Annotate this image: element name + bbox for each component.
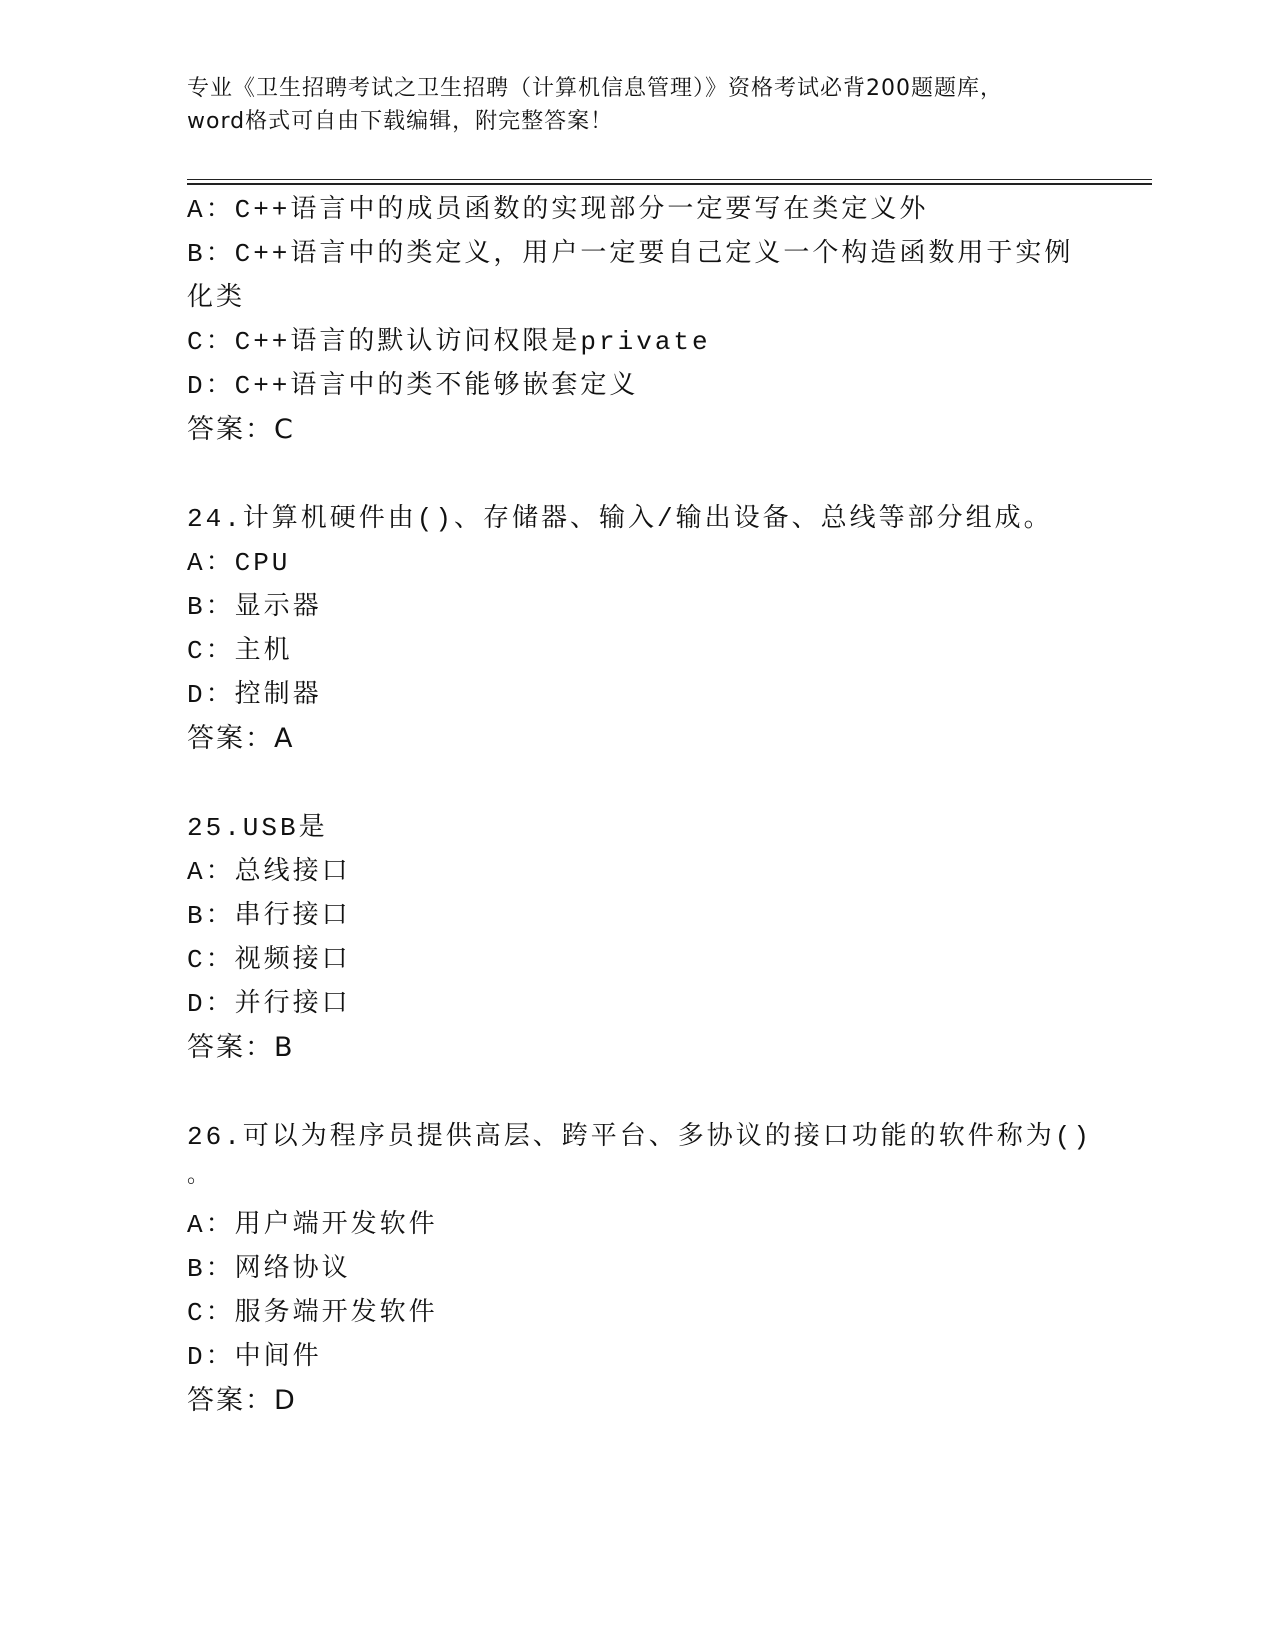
q25-question: 25.USB是 bbox=[187, 813, 328, 843]
header-title-line-2: word格式可自由下载编辑，附完整答案！ bbox=[187, 109, 614, 134]
q26-option-c: C：服务端开发软件 bbox=[187, 1298, 438, 1328]
q26-question-line-2: 。 bbox=[187, 1164, 213, 1189]
q26-option-b: B：网络协议 bbox=[187, 1254, 351, 1284]
q25-option-d: D：并行接口 bbox=[187, 989, 351, 1019]
q24-answer: 答案：A bbox=[187, 723, 295, 754]
q26-option-a: A：用户端开发软件 bbox=[187, 1210, 438, 1240]
header-divider-thick bbox=[187, 183, 1152, 185]
header-title-line-1: 专业《卫生招聘考试之卫生招聘（计算机信息管理）》资格考试必背200题题库， bbox=[187, 76, 1003, 101]
q24-question: 24.计算机硬件由()、存储器、输入/输出设备、总线等部分组成。 bbox=[187, 504, 1053, 534]
q25-option-c: C：视频接口 bbox=[187, 945, 351, 975]
header-divider-thin bbox=[187, 179, 1152, 180]
document-header bbox=[187, 72, 1087, 138]
q23-answer: 答案：C bbox=[187, 414, 295, 445]
q26-answer: 答案：D bbox=[187, 1385, 297, 1416]
q24-option-c: C：主机 bbox=[187, 636, 293, 666]
q23-option-b-line-2: 化类 bbox=[187, 283, 246, 313]
q24-option-d: D：控制器 bbox=[187, 680, 322, 710]
q23-option-a: A：C++语言中的成员函数的实现部分一定要写在类定义外 bbox=[187, 195, 929, 225]
q25-option-b: B：串行接口 bbox=[187, 901, 351, 931]
q25-option-a: A：总线接口 bbox=[187, 857, 351, 887]
q24-option-b: B：显示器 bbox=[187, 592, 322, 622]
q26-option-d: D：中间件 bbox=[187, 1342, 322, 1372]
q23-option-d: D：C++语言中的类不能够嵌套定义 bbox=[187, 371, 639, 401]
q23-option-b-line-1: B：C++语言中的类定义，用户一定要自己定义一个构造函数用于实例 bbox=[187, 239, 1074, 269]
q25-answer: 答案：B bbox=[187, 1032, 295, 1063]
q23-option-c: C：C++语言的默认访问权限是private bbox=[187, 327, 711, 357]
q24-option-a: A：CPU bbox=[187, 548, 291, 578]
q26-question-line-1: 26.可以为程序员提供高层、跨平台、多协议的接口功能的软件称为() bbox=[187, 1122, 1093, 1152]
